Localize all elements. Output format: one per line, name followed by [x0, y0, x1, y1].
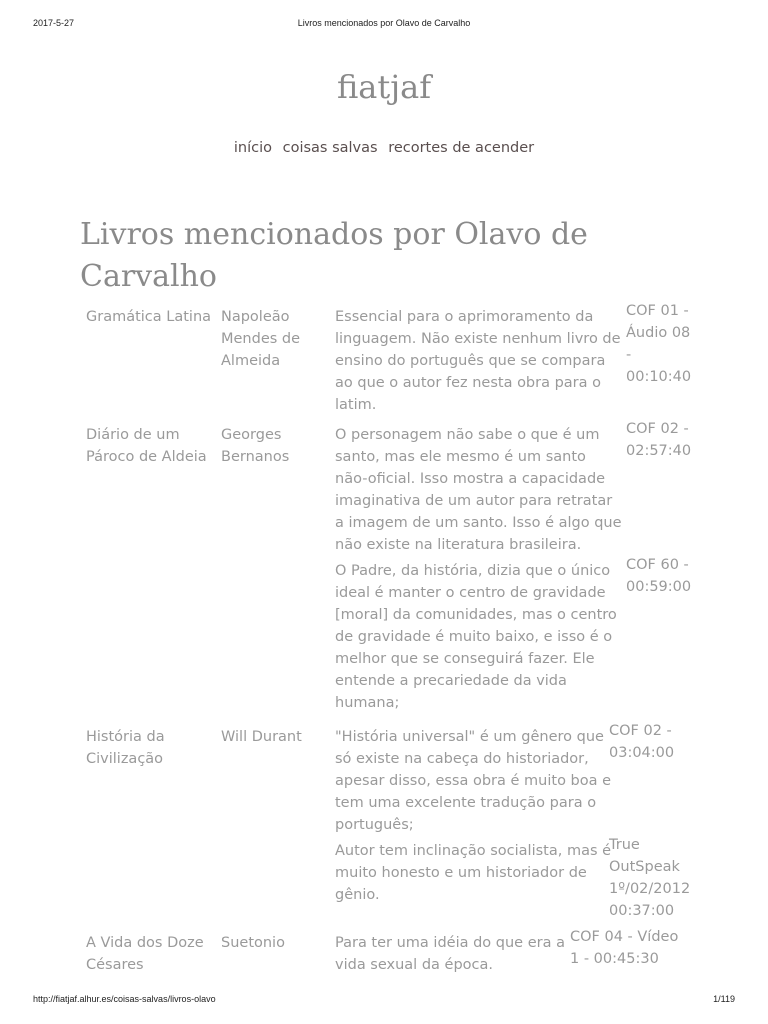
table-row [80, 303, 700, 424]
table-row [80, 837, 700, 932]
book-reference: True OutSpeak 1º/02/2012 00:37:00 [609, 837, 691, 919]
print-page-number: 1/119 [713, 994, 735, 1004]
page-title: Livros mencionados por Olavo de Carvalho [80, 217, 588, 294]
print-url: http://fiatjaf.alhur.es/coisas-salvas/livros-olavo [33, 994, 216, 1004]
book-title: Gramática Latina [86, 309, 212, 325]
table-row [80, 421, 700, 560]
book-title: História da Civilização [86, 729, 165, 767]
print-date: 2017-5-27 [33, 18, 75, 28]
book-note: Para ter uma idéia do que era a vida sexual da época. [335, 935, 565, 973]
print-header [0, 18, 768, 32]
book-author: Suetonio [221, 935, 285, 951]
book-note: O Padre, da história, dizia que o único ideal é manter o centro de gravidade [moral] da comunidades, mas o centro de gravidade é muito baixo, e isso é o melhor que se conseguirá fazer. Ele entende a precariedade da vida humana; [335, 563, 617, 711]
book-note: O personagem não sabe o que é um santo, mas ele mesmo é um santo não-oficial. Isso mostra a capacidade imaginativa de um autor para retratar a imagem de um santo. Isso é algo que não existe na literatura brasileira. [335, 427, 622, 553]
print-footer [0, 994, 768, 1008]
book-reference: COF 02 - 03:04:00 [609, 723, 675, 761]
table-row [80, 929, 700, 982]
nav-link-recortes-de-acender[interactable]: recortes de acender [388, 140, 535, 156]
table-row [80, 557, 700, 726]
books-table [80, 303, 700, 982]
book-reference: COF 60 - 00:59:00 [626, 557, 692, 595]
site-title-link[interactable]: fiatjaf [336, 68, 432, 106]
print-doc-title: Livros mencionados por Olavo de Carvalho [297, 18, 471, 28]
book-title: A Vida dos Doze Césares [86, 935, 204, 973]
book-author: Will Durant [221, 729, 302, 745]
book-author: Georges Bernanos [221, 427, 290, 465]
book-note: Essencial para o aprimoramento da linguagem. Não existe nenhum livro de ensino do português que se compara ao que o autor fez nesta obra para o latim. [335, 309, 621, 413]
book-note: Autor tem inclinação socialista, mas é muito honesto e um historiador de gênio. [335, 843, 612, 903]
book-note: "História universal" é um gênero que só existe na cabeça do historiador, apesar disso, essa obra é muito boa e tem uma excelente tradução para o português; [335, 729, 612, 833]
nav-link-coisas-salvas[interactable]: coisas salvas [282, 140, 378, 156]
book-title: Diário de um Pároco de Aldeia [86, 427, 207, 465]
table-row [80, 723, 700, 840]
book-reference: COF 04 - Vídeo 1 - 00:45:30 [570, 929, 679, 967]
site-nav [0, 140, 768, 156]
book-author: Napoleão Mendes de Almeida [221, 309, 301, 369]
nav-link-inicio[interactable]: início [233, 140, 272, 156]
book-reference: COF 01 - Áudio 08 - 00:10:40 [626, 303, 692, 385]
book-reference: COF 02 - 02:57:40 [626, 421, 692, 459]
